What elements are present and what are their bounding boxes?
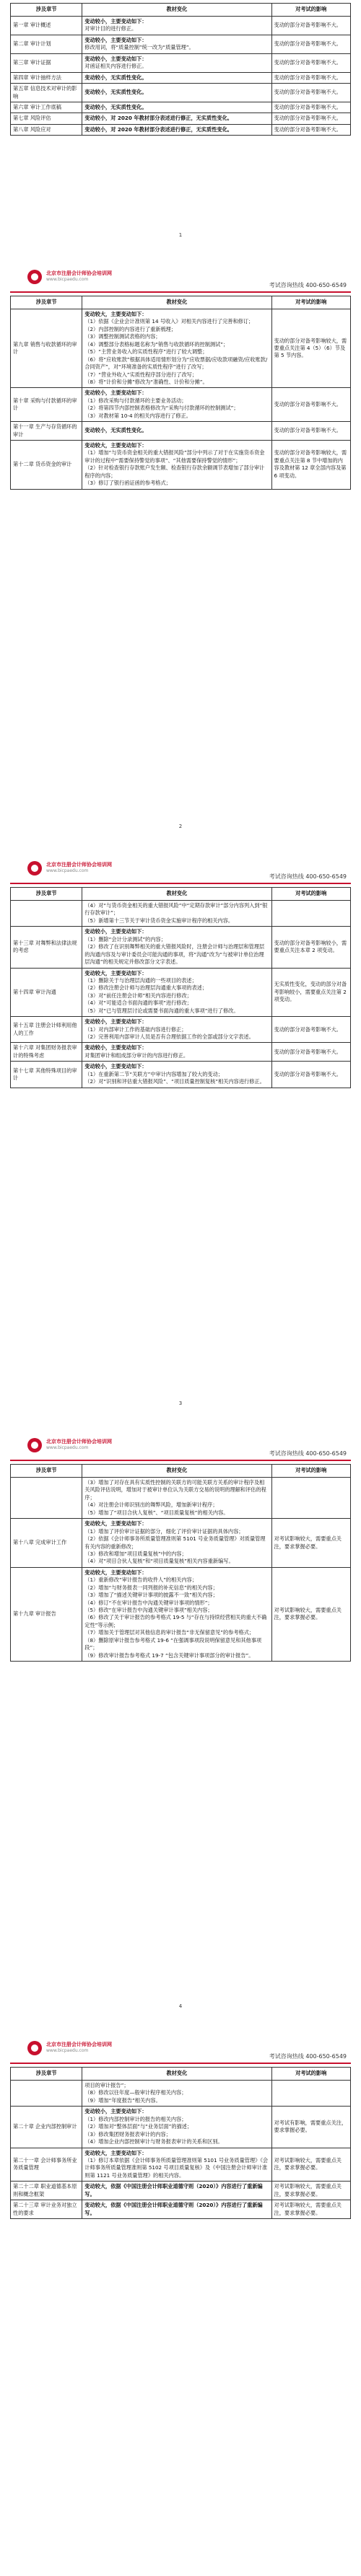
change-line: （5）“主营业务收入的实质性程序”进行了较大调整； [84, 348, 208, 356]
table-row [11, 1062, 351, 1088]
chapter-cell: 第十六章 对集团财务报表审计的特殊考虑 [11, 1043, 82, 1062]
change-line: （1）依据《企业会计准则第 14 号收入》对相关内容进行了完善和修订； [84, 318, 254, 325]
chapter-cell [11, 901, 82, 927]
col-header-impact: 对考试的影响 [271, 1465, 351, 1478]
change-line: （1）在重新第二节“关联方”中审计内容增加了较大的变动； [84, 1070, 223, 1077]
change-cell [82, 927, 271, 968]
change-line: 变动较小，主要变动如下： [84, 36, 147, 43]
change-line: 变动较小，无实质性变化。 [84, 89, 147, 96]
col-header-chapter: 涉及章节 [11, 4, 82, 17]
chapter-cell: 第十一章 生产与存货循环的审计 [11, 422, 82, 441]
change-cell [82, 1017, 271, 1043]
chapter-cell: 第二十三章 审计业务对独立性的要求 [11, 2200, 82, 2219]
page-number: 3 [178, 1401, 183, 1406]
logo-url: www.bicpaedu.com [46, 1445, 89, 1450]
table-row [11, 2200, 351, 2219]
chapter-cell: 第一章 审计概述 [11, 17, 82, 35]
table-header-row [11, 2068, 351, 2081]
table-row [11, 35, 351, 53]
logo-text: 北京市注册会计师协会培训网 [46, 1439, 112, 1444]
change-cell [82, 2182, 271, 2200]
page-number: 2 [178, 824, 183, 829]
col-header-impact: 对考试的影响 [271, 296, 351, 309]
change-line: （4）对注册会计师识别出的舞弊风险，增加新审计程序； [84, 1501, 218, 1509]
change-line: 变动较大，依据《中国注册会计师职业道德守则（2020）》内容进行了重新编写。 [84, 2202, 263, 2216]
page-3 [0, 857, 361, 1413]
change-line: （1）修订本章依据《会计师事务所质量管理准则第 5101 号业务质量管理》《会计师事务所质量管理准则第 5102 号项目质量复核》及《中国注册会计师审计准则第 1121 号业务质量管理》的相关内容。 [84, 2156, 269, 2179]
hotline: 考试咨询热线 400-650-6549 [269, 1450, 347, 1457]
impact-cell [271, 901, 351, 927]
impact-cell: 对考试影响较大，需要重点关注，要求掌握必要。 [271, 1567, 351, 1661]
col-header-change: 教材变化 [82, 296, 271, 309]
table-row [11, 927, 351, 968]
change-line: （4）对“与货币资金相关的重大错报风险”中“定期存款审计”部分内容列入到“银行存款审计”； [84, 902, 268, 917]
impact-cell: 变动的部分对备考影响不大。 [271, 1017, 351, 1043]
change-line: （8）将“计价和分摊”修改为“准确性、计价和分摊”。 [84, 378, 208, 385]
change-line: （3）修改和增加“项目质量复核”中的内容； [84, 1550, 187, 1557]
impact-cell: 变动的部分对备考影响不大。 [271, 1043, 351, 1062]
change-line: 变动较小，主要变动如下： [84, 2108, 147, 2115]
impact-cell: 变动的部分对备考影响不大。 [271, 1062, 351, 1088]
page-header [10, 2037, 351, 2065]
table-row [11, 2182, 351, 2200]
change-cell [82, 2200, 271, 2219]
table-row [11, 388, 351, 422]
logo-text: 北京市注册会计师协会培训网 [46, 270, 112, 276]
impact-cell: 对考试有影响，需要重点关注，要求掌握必要。 [271, 2107, 351, 2148]
impact-cell: 变动的部分对备考影响不大。 [271, 102, 351, 113]
change-line: （3）修改集团财务报表审计的内容； [84, 2130, 171, 2138]
change-cell [82, 422, 271, 441]
col-header-chapter: 涉及章节 [11, 2068, 82, 2081]
change-line: 变动较小，主要变动如下： [84, 1018, 147, 1025]
chapter-cell: 第九章 销售与收款循环的审计 [11, 309, 82, 388]
table-row [11, 1017, 351, 1043]
change-line: （3）调整控制测试表格的内容； [84, 333, 161, 340]
change-line: （4）对“项目合伙人复核”和“项目质量复核”相关内容重新编写。 [84, 1558, 234, 1565]
table-row [11, 1567, 351, 1661]
page-number: 4 [178, 2003, 183, 2009]
change-line: 变动较小，无实质性变化。 [84, 427, 147, 434]
table-row [11, 72, 351, 83]
impact-cell: 变动的部分对备考影响不大。 [271, 113, 351, 124]
bicpa-logo-icon [27, 270, 42, 284]
change-line: 变动较大，主要变动如下： [84, 1569, 147, 1576]
change-line: （2）对“识别和评估重大错报风险”、“项目质量控制复核”相关内容进行修正。 [84, 1078, 265, 1085]
change-line: （2）增加“与财务报表一同列报的补充信息”的相关内容； [84, 1584, 218, 1591]
page-header [10, 857, 351, 886]
change-line: 变动较小，主要变动如下： [84, 928, 147, 935]
change-line: （9）增加“年度报告”相关内容。 [84, 2096, 161, 2104]
impact-cell: 变动的部分对备考影响不大。 [271, 72, 351, 83]
change-cell [82, 1062, 271, 1088]
change-line: （2）修改注册会计师与治理层沟通重大事项的表述； [84, 984, 208, 992]
table-row [11, 1478, 351, 1519]
chapter-cell: 第十七章 其他特殊项目的审计 [11, 1062, 82, 1088]
chapter-cell: 第十五章 注册会计师利用他人的工作 [11, 1017, 82, 1043]
page-2 [0, 265, 361, 837]
impact-cell: 对考试影响较大，需要重点关注，要求掌握必要。 [271, 1519, 351, 1568]
change-line: （7）“营业外收入”实质性程序部分进行了改写； [84, 371, 198, 378]
col-header-change: 教材变化 [82, 888, 271, 901]
change-line: （8）修改以往年度—般审计程序相关内容； [84, 2089, 187, 2096]
change-line: 对集团审计和组成部分审计的内容进行修正。 [84, 1051, 189, 1059]
change-line: （2）增加对“整体层面”与“业务层面”的描述； [84, 2123, 193, 2130]
change-line: 变动较大，依据《中国注册会计师职业道德守则（2020）》内容进行了重新编写。 [84, 2183, 263, 2197]
change-line: （2）针对检查银行存款账户发生额、检查银行存款余额调节表增加了部分审计程序的内容； [84, 464, 265, 479]
change-line: （2）依据《会计师事务所质量管理准则第 5101 号业务质量管理》对质量管理有关内容的重新修改； [84, 1535, 266, 1550]
hotline: 考试咨询热线 400-650-6549 [269, 282, 347, 288]
impact-cell: 变动的部分对备考影响不大。 [271, 53, 351, 72]
table-row [11, 2081, 351, 2107]
impact-cell: 变动的部分对备考影响不大。 [271, 84, 351, 102]
col-header-chapter: 涉及章节 [11, 888, 82, 901]
table-row [11, 2107, 351, 2148]
impact-cell: 变动的部分对备考影响不大。 [271, 388, 351, 422]
table-row [11, 901, 351, 927]
col-header-change: 教材变化 [82, 4, 271, 17]
change-line: （3）对教材第 10-4 的相关内容进行了修正。 [84, 412, 191, 419]
bicpa-logo-icon [27, 1438, 42, 1452]
impact-cell: 变动的部分对备考影响不大。 [271, 17, 351, 35]
change-line: 变动较小，主要变动如下： [84, 389, 147, 397]
change-cell [82, 441, 271, 490]
table-row [11, 2148, 351, 2182]
change-line: （3）增加了对存在具有实质性控制的关联方的可能关联方关系的审计程序及相关风险评估说明，增加对于被审计单位认为关联方交易的说明的理解和评估的程序； [84, 1479, 266, 1501]
change-cell [82, 72, 271, 83]
change-line: （5）新增第十三节关于审计货币资金实施审计程序的相关内容。 [84, 917, 234, 924]
change-line: （8）删除原审计报告参考格式 19-6 “在强调事项段说明保留意见和其他事项段”； [84, 1636, 262, 1651]
chapter-cell: 第五章 信息技术对审计的影响 [11, 84, 82, 102]
change-cell [82, 309, 271, 388]
change-line: 变动较大，主要变动如下： [84, 442, 147, 449]
table-page-5 [10, 2067, 351, 2219]
change-line: （2）完善利用内部审计人员是否有合理依据工作的全部或部分文字表述。 [84, 1033, 254, 1040]
chapter-cell: 第二十章 企业内部控制审计 [11, 2107, 82, 2148]
table-page-3 [10, 887, 351, 1088]
change-cell [82, 1478, 271, 1519]
change-line: （7）增加关于管理层对其他信息的审计报告“非无保留意见”的参考格式； [84, 1629, 255, 1636]
change-line: （1）删除关于与治理层沟通的一些项目的表述； [84, 976, 197, 984]
chapter-cell: 第八章 风险应对 [11, 124, 82, 135]
change-cell [82, 901, 271, 927]
change-line: （1）增加了评价审计证据的部分，细化了评价审计证据的具体内容； [84, 1527, 244, 1535]
chapter-cell [11, 1478, 82, 1519]
table-row [11, 124, 351, 135]
change-cell [82, 1567, 271, 1661]
table-row [11, 113, 351, 124]
chapter-cell: 第二十一章 会计师事务所业务质量管理 [11, 2148, 82, 2182]
table-header-row [11, 888, 351, 901]
impact-cell: 无实质性变化，变动的部分对备考影响较小，需要重点关注第 2 项变动。 [271, 968, 351, 1017]
col-header-chapter: 涉及章节 [11, 296, 82, 309]
impact-cell: 对考试影响较大，需要重点关注，要求掌握必要。 [271, 2148, 351, 2182]
change-line: 变动较小，对 2020 年教材部分表述进行修正，无实质性变化。 [84, 125, 232, 133]
table-row [11, 309, 351, 388]
chapter-cell: 第十四章 审计沟通 [11, 968, 82, 1017]
change-cell [82, 17, 271, 35]
change-line: （4）增加企业内部控制审计与财务报表审计的关系和区别。 [84, 2138, 223, 2145]
change-cell [82, 102, 271, 113]
change-line: 修改用词，将“质量控制”统一改为“质量管理”。 [84, 44, 194, 51]
col-header-change: 教材变化 [82, 1465, 271, 1478]
impact-cell: 变动的部分对备考影响较小，需要重点关注本章 2 项变动。 [271, 927, 351, 968]
impact-cell [271, 2081, 351, 2107]
change-line: 变动较小，主要变动如下： [84, 1063, 147, 1070]
change-line: （1）修改采购与付款循环的主要业务活动； [84, 397, 187, 404]
change-line: （4）修订“不在审计报告中沟通关键审计事项的情形”； [84, 1599, 213, 1606]
col-header-impact: 对考试的影响 [271, 2068, 351, 2081]
chapter-cell: 第十二章 货币资金的审计 [11, 441, 82, 490]
impact-cell: 变动的部分对备考影响不大。 [271, 422, 351, 441]
table-page-1 [10, 3, 351, 136]
change-cell [82, 124, 271, 135]
change-line: （4）对“可能适合书面沟通的事项”进行修改； [84, 1000, 192, 1007]
change-line: （1）重新修改“审计报告的收件人”的相关内容； [84, 1576, 198, 1584]
chapter-cell: 第六章 审计工作底稿 [11, 102, 82, 113]
table-row [11, 422, 351, 441]
change-line: （3）增加了“描述关键审计事项的披露不一致”相关内容； [84, 1592, 218, 1599]
change-line: 变动较大，主要变动如下： [84, 311, 147, 317]
table-page-2 [10, 296, 351, 490]
change-line: 变动较大，主要变动如下： [84, 2149, 147, 2156]
table-row [11, 102, 351, 113]
table-row [11, 1519, 351, 1568]
table-header-row [11, 1465, 351, 1478]
table-row [11, 17, 351, 35]
chapter-cell: 第十八章 完成审计工作 [11, 1519, 82, 1568]
change-line: 对函证相关内容进行修正。 [84, 63, 147, 70]
change-cell [82, 113, 271, 124]
change-cell [82, 1519, 271, 1568]
chapter-cell: 第四章 审计抽样方法 [11, 72, 82, 83]
change-line: （5）修改“在审计报告中沟通关键审计事项”相关内容； [84, 1607, 213, 1613]
chapter-cell: 第二章 审计计划 [11, 35, 82, 53]
header-rule [10, 1460, 351, 1461]
change-line: （2）将第四节内部控制表格修改为“采购与付款循环的控制测试”； [84, 405, 239, 412]
page-1 [0, 0, 361, 245]
chapter-cell: 第七章 风险评估 [11, 113, 82, 124]
page-number: 1 [178, 232, 183, 238]
logo-url: www.bicpaedu.com [46, 2048, 89, 2053]
table-header-row [11, 4, 351, 17]
bicpa-logo-icon [27, 2041, 42, 2055]
change-line: （1）删除“会计分录测试”的内容； [84, 935, 166, 943]
col-header-chapter: 涉及章节 [11, 1465, 82, 1478]
table-page-4 [10, 1464, 351, 1662]
change-cell [82, 388, 271, 422]
header-rule [10, 291, 351, 293]
chapter-cell: 第三章 审计证据 [11, 53, 82, 72]
bicpa-logo-icon [27, 861, 42, 875]
table-row [11, 53, 351, 72]
logo-url: www.bicpaedu.com [46, 277, 89, 282]
logo-text: 北京市注册会计师协会培训网 [46, 2042, 112, 2047]
page-header [10, 1434, 351, 1463]
change-line: 变动较小，主要变动如下： [84, 18, 147, 25]
change-line: （4）调整部分表格标题名称为“销售与收款循环的控制测试”； [84, 340, 229, 348]
table-row [11, 968, 351, 1017]
change-cell [82, 968, 271, 1017]
change-cell [82, 35, 271, 53]
change-line: 变动较小，主要变动如下： [84, 1044, 147, 1051]
impact-cell: 变动的部分对备考影响不大。 [271, 124, 351, 135]
chapter-cell: 第十九章 审计报告 [11, 1567, 82, 1661]
header-rule [10, 2063, 351, 2064]
change-line: （3）对“前任注册会计师”相关内容进行修改； [84, 992, 192, 999]
change-line: （5）对“已与管理层讨论或需要书面沟通的重大事项”进行了修改。 [84, 1007, 239, 1014]
change-line: 变动较小，无实质性变化。 [84, 103, 147, 110]
table-header-row [11, 296, 351, 309]
change-line: 变动较大，主要变动如下： [84, 969, 147, 976]
change-line: （2）修改了在识别舞弊相关的重大错报风险时，注册会计师与治理层和管理层的沟通内容及与审计委员会可能沟通的事项，将“沟通”改为“与被审计单位治理层沟通”的相关规定并修改部分文字表述。 [84, 943, 265, 966]
chapter-cell: 第二十二章 职业道德基本原则和概念框架 [11, 2182, 82, 2200]
change-cell [82, 2148, 271, 2182]
change-line: （9）修改审计报告参考格式 19-7 “包含关键审计事项部分的审计报告”。 [84, 1651, 254, 1659]
change-line: （6）修改了关于审计报告的参考格式 19-5 与“存在与持续经营相关的重大不确定性”等示例； [84, 1614, 267, 1628]
change-cell [82, 2107, 271, 2148]
impact-cell: 对考试影响较大，需要重点关注，要求掌握必要。 [271, 2200, 351, 2219]
change-cell [82, 1043, 271, 1062]
change-cell [82, 84, 271, 102]
change-line: （2）内部控制的内容进行了重新梳理； [84, 325, 177, 332]
change-line: （1）对内部审计工作的基础内容进行修正； [84, 1025, 187, 1033]
change-line: （1）增加“与货币资金相关的重大错报风险”部分中列示了对于在实施货币资金审计的过程中“需要保持警觉的事项”、“其他需要保持警觉的情形”； [84, 449, 265, 464]
hotline: 考试咨询热线 400-650-6549 [269, 873, 347, 880]
chapter-cell: 第十章 采购与付款循环的审计 [11, 388, 82, 422]
change-line: 项目的审计报告”； [84, 2082, 129, 2088]
impact-cell: 变动的部分对备考影响较大，需要重点关注第 4（5）（6）节及第 5 节内容。 [271, 309, 351, 388]
change-cell [82, 53, 271, 72]
change-line: 变动较小，对 2020 年教材部分表述进行修正，无实质性变化。 [84, 115, 232, 122]
impact-cell: 变动的部分对备考影响不大。 [271, 35, 351, 53]
table-row [11, 84, 351, 102]
change-line: （3）修订了银行函证函的参考格式； [84, 480, 171, 487]
impact-cell [271, 1478, 351, 1519]
change-line: （1）修改内部控制审计的报告的相关内容； [84, 2115, 187, 2122]
hotline: 考试咨询热线 400-650-6549 [269, 2053, 347, 2060]
change-line: 变动较大，主要变动如下： [84, 1520, 147, 1527]
page-header [10, 265, 351, 294]
page-4 [0, 1434, 361, 2016]
change-cell [82, 2081, 271, 2107]
change-line: 变动较小，主要变动如下： [84, 55, 147, 62]
header-rule [10, 883, 351, 884]
col-header-impact: 对考试的影响 [271, 4, 351, 17]
logo-text: 北京市注册会计师协会培训网 [46, 862, 112, 868]
col-header-change: 教材变化 [82, 2068, 271, 2081]
impact-cell: 对考试影响较大，需要重点关注，要求掌握必要。 [271, 2182, 351, 2200]
page-5 [0, 2037, 361, 2576]
change-line: （6）将“应收账款”根据具体适用情形划分为“应收票据/应收款项融资/应收账款/合同资产”，对“环境准备的实质性程序”进行了改写； [84, 356, 268, 371]
impact-cell: 变动的部分对备考影响较大，需要重点关注第 8 节中增加的内容及教材第 12 章全部内容及第 6 项变动。 [271, 441, 351, 490]
table-row [11, 441, 351, 490]
change-line: 变动较小，无实质性变化。 [84, 74, 147, 81]
chapter-cell [11, 2081, 82, 2107]
change-line: （5）增加了“项目合伙人复核”、“项目质量复核”的相关内容。 [84, 1509, 229, 1516]
col-header-impact: 对考试的影响 [271, 888, 351, 901]
logo-url: www.bicpaedu.com [46, 868, 89, 873]
table-row [11, 1043, 351, 1062]
change-line: 对审计目的进行修正。 [84, 25, 137, 32]
chapter-cell: 第十三章 对舞弊和法律法规的考虑 [11, 927, 82, 968]
